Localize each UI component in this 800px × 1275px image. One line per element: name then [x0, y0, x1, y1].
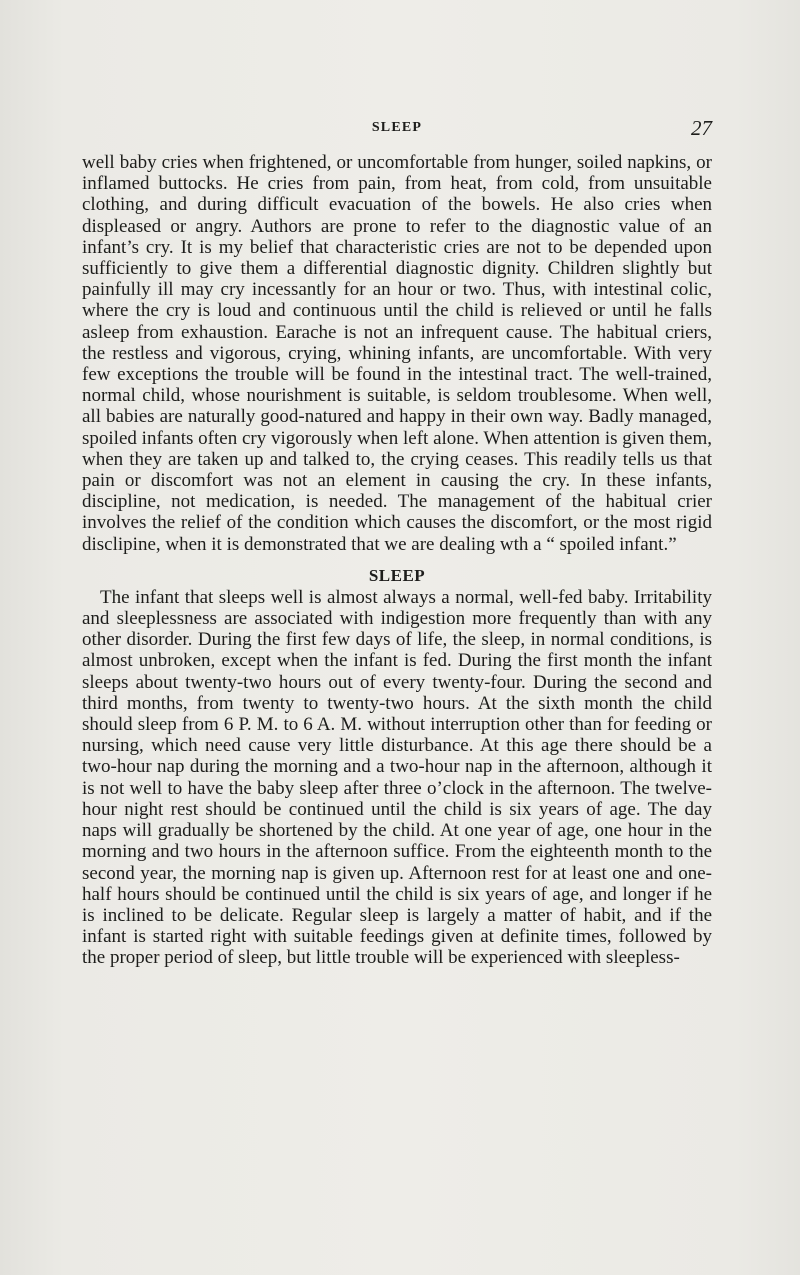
page-number: 27: [691, 116, 712, 140]
paragraph-crying: well baby cries when frightened, or uncomfortable from hunger, soiled napkins, or inflamed buttocks. He cries from pain, from heat, from cold, from unsuitable clothing, and during difficult evacuation of the bowels. He also cries when displeased or angry. Authors are prone to refer to the diagnostic value of an infant’s cry. It is my belief that characteristic cries are not to be depended upon sufficiently to give them a differential diagnostic dignity. Children slightly but painfully ill may cry incessantly for an hour or two. Thus, with intestinal colic, where the cry is loud and continuous until the child is relieved or until he falls asleep from exhaustion. Earache is not an infrequent cause. The habitual criers, the restless and vigorous, crying, whining infants, are uncomfortable. With very few exceptions the trouble will be found in the intestinal tract. The well-trained, normal child, whose nourishment is suitable, is seldom troublesome. When well, all babies are naturally good-natured and happy in their own way. Badly managed, spoiled infants often cry vigorously when left alone. When attention is given them, when they are taken up and talked to, the crying ceases. This readily tells us that pain or discomfort was not an element in causing the cry. In these infants, discipline, not medication, is needed. The management of the habitual crier involves the relief of the condition which causes the discomfort, or the most rigid disclipine, when it is demonstrated that we are dealing wth a “ spoiled infant.”: [82, 152, 712, 555]
section-heading-sleep: SLEEP: [368, 565, 426, 585]
running-head: [82, 118, 712, 140]
running-title: SLEEP: [371, 120, 423, 135]
body-text: [82, 152, 712, 969]
paragraph-sleep: The infant that sleeps well is almost always a normal, well-fed baby. Irritability and sleeplessness are associated with indigestion more frequently than with any other disorder. During the first few days of life, the sleep, in normal conditions, is almost unbroken, except when the infant is fed. During the first month the infant sleeps about twenty-two hours out of every twenty-four. During the second and third months, from twenty to twenty-two hours. At the sixth month the child should sleep from 6 P. M. to 6 A. M. without interruption other than for feeding or nursing, which need cause very little disturbance. At this age there should be a two-hour nap during the morning and a two-hour nap in the afternoon, although it is not well to have the baby sleep after three o’clock in the afternoon. The twelve-hour night rest should be continued until the child is six years of age. The day naps will gradually be shortened by the child. At one year of age, one hour in the morning and two hours in the afternoon suffice. From the eighteenth month to the second year, the morning nap is given up. Afternoon rest for at least one and one-half hours should be continued until the child is six years of age, and longer if he is inclined to be delicate. Regular sleep is largely a matter of habit, and if the infant is started right with suitable feedings given at definite times, followed by the proper period of sleep, but little trouble will be experienced with sleepless-: [82, 586, 712, 969]
